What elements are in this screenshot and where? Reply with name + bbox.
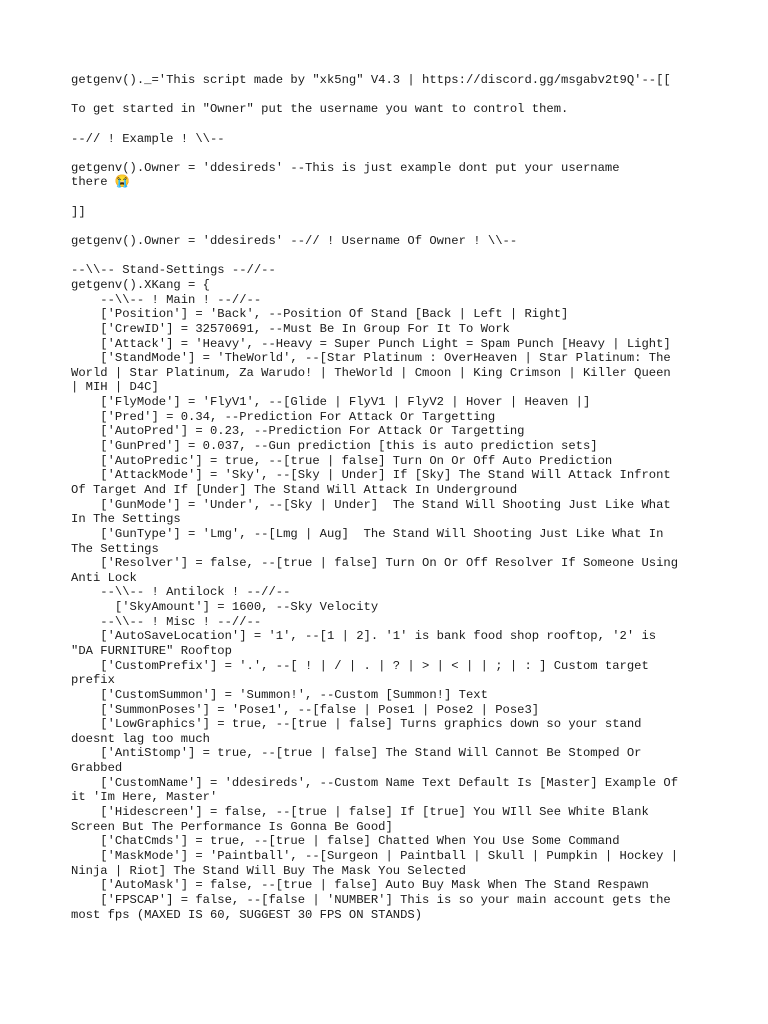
code-line: ['StandMode'] = 'TheWorld', --[Star Platinum : OverHeaven | Star Platinum: The (71, 351, 671, 366)
code-line: ['GunType'] = 'Lmg', --[Lmg | Aug] The Stand Will Shooting Just Like What In (71, 526, 664, 541)
code-line: "DA FURNITURE" Rooftop (71, 643, 232, 658)
code-line: ['AntiStomp'] = true, --[true | false] The Stand Will Cannot Be Stomped Or (71, 746, 642, 761)
code-line: ['CustomSummon'] = 'Summon!', --Custom [Summon!] Text (71, 687, 488, 702)
code-line: doesnt lag too much (71, 731, 210, 746)
code-line: ['ChatCmds'] = true, --[true | false] Chatted When You Use Some Command (71, 834, 620, 849)
code-line: ]] (71, 204, 86, 219)
code-line: ['AutoMask'] = false, --[true | false] Auto Buy Mask When The Stand Respawn (71, 878, 649, 893)
code-line: ['AutoPred'] = 0.23, --Prediction For Attack Or Targetting (71, 424, 525, 439)
code-line: ['CustomPrefix'] = '.', --[ ! | / | . | ? | > | < | | ; | : ] Custom target (71, 658, 649, 673)
document-page (71, 73, 701, 922)
code-line: Screen But The Performance Is Gonna Be Good] (71, 819, 393, 834)
code-line: ['Hidescreen'] = false, --[true | false] If [true] You WIll See White Blank (71, 805, 649, 820)
code-line: there 😭 (71, 175, 131, 190)
code-line: ['AttackMode'] = 'Sky', --[Sky | Under] If [Sky] The Stand Will Attack Infront (71, 468, 671, 483)
blank-line (71, 219, 701, 234)
code-line: To get started in "Owner" put the username you want to control them. (71, 102, 569, 117)
code-line: getgenv().Owner = 'ddesireds' --// ! Username Of Owner ! \\-- (71, 234, 518, 249)
code-line: ['SkyAmount'] = 1600, --Sky Velocity (71, 600, 379, 615)
blank-line (71, 88, 701, 103)
code-line: prefix (71, 673, 115, 688)
code-line: The Settings (71, 541, 159, 556)
code-line: Ninja | Riot] The Stand Will Buy The Mask You Selected (71, 863, 466, 878)
code-line: --\\-- ! Antilock ! --//-- (71, 585, 291, 600)
code-line: getgenv().Owner = 'ddesireds' --This is just example dont put your username (71, 160, 620, 175)
code-line: getgenv()._='This script made by "xk5ng" V4.3 | https://discord.gg/msgabv2t9Q'--[[ (71, 73, 671, 87)
code-line: --\\-- Stand-Settings --//-- (71, 263, 276, 278)
blank-line (71, 249, 701, 264)
code-line: | MIH | D4C] (71, 380, 159, 395)
code-line: --\\-- ! Misc ! --//-- (71, 614, 262, 629)
code-line: --\\-- ! Main ! --//-- (71, 292, 262, 307)
code-line: ['Position'] = 'Back', --Position Of Stand [Back | Left | Right] (71, 307, 569, 322)
code-line: In The Settings (71, 512, 181, 527)
code-line: ['CustomName'] = 'ddesireds', --Custom Name Text Default Is [Master] Example Of (71, 775, 679, 790)
code-line: Anti Lock (71, 570, 137, 585)
code-line: ['Attack'] = 'Heavy', --Heavy = Super Punch Light = Spam Punch [Heavy | Light] (71, 336, 671, 351)
code-line: most fps (MAXED IS 60, SUGGEST 30 FPS ON STANDS) (71, 907, 423, 922)
code-line: Of Target And If [Under] The Stand Will Attack In Underground (71, 482, 518, 497)
code-line: ['FlyMode'] = 'FlyV1', --[Glide | FlyV1 | FlyV2 | Hover | Heaven |] (71, 395, 591, 410)
code-line: it 'Im Here, Master' (71, 790, 218, 805)
code-line: ['LowGraphics'] = true, --[true | false] Turns graphics down so your stand (71, 717, 642, 732)
blank-line (71, 190, 701, 205)
code-line: ['AutoSaveLocation'] = '1', --[1 | 2]. '1' is bank food shop rooftop, '2' is (71, 629, 657, 644)
code-line: ['GunMode'] = 'Under', --[Sky | Under] The Stand Will Shooting Just Like What (71, 497, 671, 512)
code-line: ['AutoPredic'] = true, --[true | false] Turn On Or Off Auto Prediction (71, 453, 613, 468)
code-line: ['MaskMode'] = 'Paintball', --[Surgeon | Paintball | Skull | Pumpkin | Hockey | (71, 848, 679, 863)
code-line: getgenv().XKang = { (71, 277, 210, 292)
code-line: ['Pred'] = 0.34, --Prediction For Attack Or Targetting (71, 409, 496, 424)
code-line: ['SummonPoses'] = 'Pose1', --[false | Pose1 | Pose2 | Pose3] (71, 702, 540, 717)
code-line: --// ! Example ! \\-- (71, 131, 225, 146)
code-line: ['Resolver'] = false, --[true | false] Turn On Or Off Resolver If Someone Using (71, 556, 679, 571)
blank-line (71, 146, 701, 161)
code-line: ['CrewID'] = 32570691, --Must Be In Group For It To Work (71, 321, 510, 336)
code-line: World | Star Platinum, Za Warudo! | TheWorld | Cmoon | King Crimson | Killer Queen (71, 365, 671, 380)
code-line: ['GunPred'] = 0.037, --Gun prediction [this is auto prediction sets] (71, 439, 598, 454)
code-line: Grabbed (71, 761, 123, 776)
blank-line (71, 117, 701, 132)
code-line: ['FPSCAP'] = false, --[false | 'NUMBER'] This is so your main account gets the (71, 892, 671, 907)
